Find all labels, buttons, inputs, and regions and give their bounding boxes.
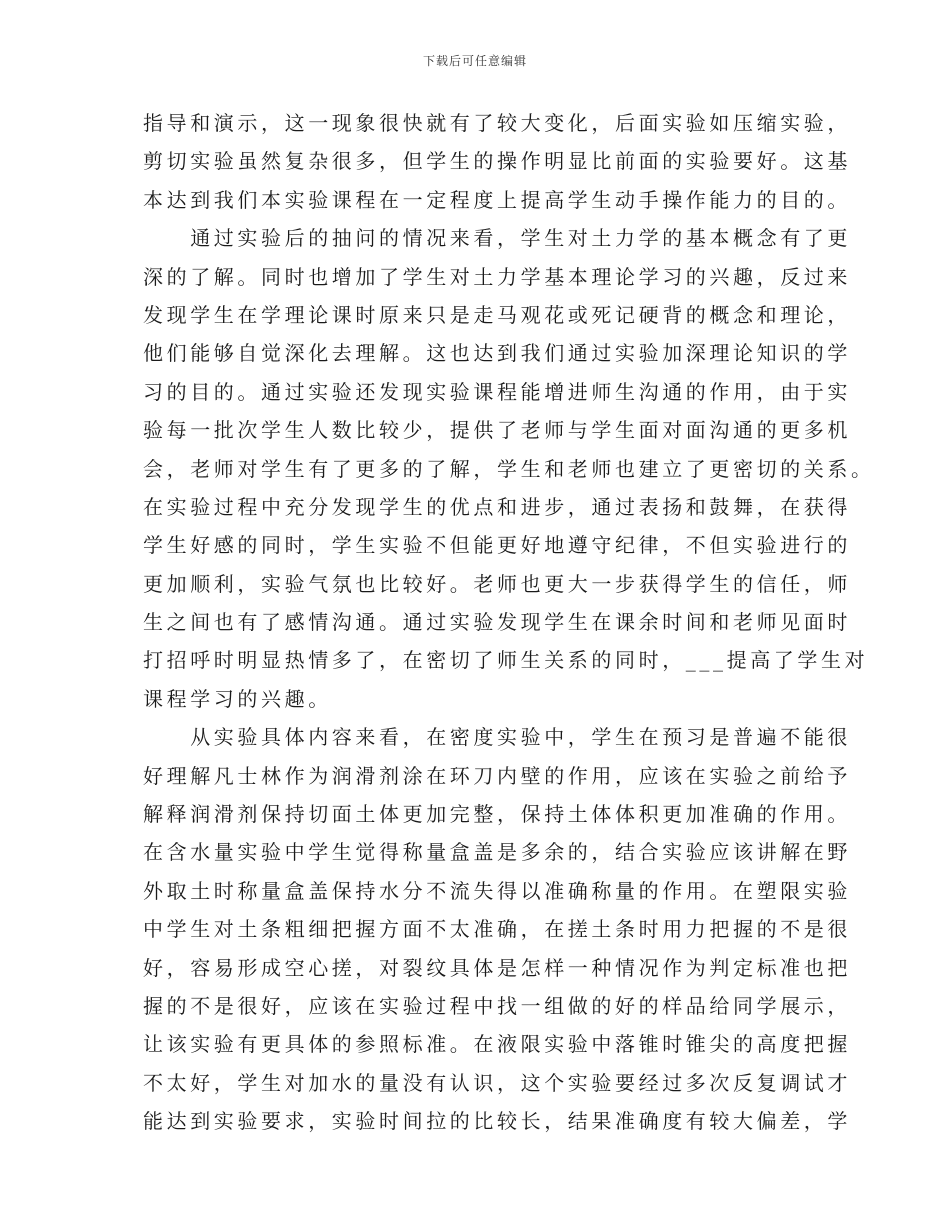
text-line: 外取土时称量盒盖保持水分不流失得以准确称量的作用。在塑限实验 <box>143 878 851 903</box>
text-line: 本达到我们本实验课程在一定程度上提高学生动手操作能力的目的。 <box>143 187 851 212</box>
text-line: 课程学习的兴趣。 <box>143 686 332 711</box>
text-line: 发现学生在学理论课时原来只是走马观花或死记硬背的概念和理论， <box>143 302 851 327</box>
text-line: 在实验过程中充分发现学生的优点和进步，通过表扬和鼓舞，在获得 <box>143 494 851 519</box>
text-line: 学生好感的同时，学生实验不但能更好地遵守纪律，不但实验进行的 <box>143 533 851 558</box>
text-line: 能达到实验要求，实验时间拉的比较长，结果准确度有较大偏差，学 <box>143 1109 851 1134</box>
text-line: 握的不是很好，应该在实验过程中找一组做的好的样品给同学展示， <box>143 993 851 1018</box>
page-header: 下载后可任意编辑 <box>422 54 527 68</box>
text-line: 不太好，学生对加水的量没有认识，这个实验要经过多次反复调试才 <box>143 1070 851 1095</box>
text-line: 好理解凡士林作为润滑剂涂在环刀内壁的作用，应该在实验之前给予 <box>143 763 851 788</box>
text-line: 验每一批次学生人数比较少，提供了老师与学生面对面沟通的更多机 <box>143 418 851 443</box>
text-line: 在含水量实验中学生觉得称量盒盖是多余的，结合实验应该讲解在野 <box>143 840 851 865</box>
text-line: 深的了解。同时也增加了学生对土力学基本理论学习的兴趣，反过来 <box>143 264 851 289</box>
text-line: 中学生对土条粗细把握方面不太准确，在搓土条时用力把握的不是很 <box>143 917 851 942</box>
text-line: 生之间也有了感情沟通。通过实验发现学生在课余时间和老师见面时 <box>143 610 851 635</box>
text-line: 习的目的。通过实验还发现实验课程能增进师生沟通的作用，由于实 <box>143 379 851 404</box>
text-line: 解释润滑剂保持切面土体更加完整，保持土体体积更加准确的作用。 <box>143 802 851 827</box>
text-line: 更加顺利，实验气氛也比较好。老师也更大一步获得学生的信任，师 <box>143 571 851 596</box>
text-line: 让该实验有更具体的参照标准。在液限实验中落锥时锥尖的高度把握 <box>143 1032 851 1057</box>
text-line: 通过实验后的抽问的情况来看，学生对土力学的基本概念有了更 <box>143 226 851 251</box>
text-line: 会，老师对学生有了更多的了解，学生和老师也建立了更密切的关系。 <box>143 456 875 481</box>
text-line: 从实验具体内容来看，在密度实验中，学生在预习是普遍不能很 <box>143 725 851 750</box>
document-body <box>143 104 875 1141</box>
text-line: 好，容易形成空心搓，对裂纹具体是怎样一种情况作为判定标准也把 <box>143 955 851 980</box>
text-line: 剪切实验虽然复杂很多，但学生的操作明显比前面的实验要好。这基 <box>143 149 851 174</box>
text-line: 他们能够自觉深化去理解。这也达到我们通过实验加深理论知识的学 <box>143 341 851 366</box>
text-line: 打招呼时明显热情多了，在密切了师生关系的同时，___提高了学生对 <box>143 648 869 673</box>
text-line: 指导和演示，这一现象很快就有了较大变化，后面实验如压缩实验， <box>143 111 851 135</box>
